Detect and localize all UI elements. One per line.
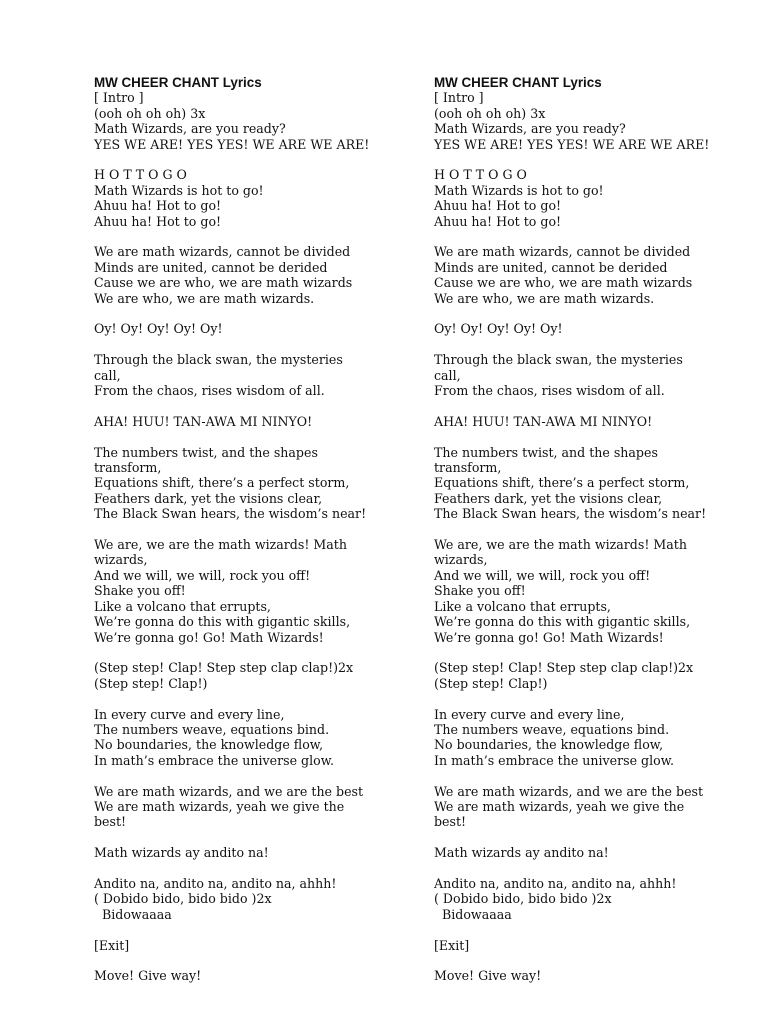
lyrics-line: YES WE ARE! YES YES! WE ARE WE ARE!	[94, 136, 370, 152]
lyrics-line: We’re gonna do this with gigantic skills,	[434, 614, 691, 630]
lyrics-line: The Black Swan hears, the wisdom’s near!	[434, 506, 707, 522]
lyrics-line: H O T T O G O	[434, 167, 527, 183]
lyrics-line: Ahuu ha! Hot to go!	[434, 198, 562, 214]
lyrics-line: Cause we are who, we are math wizards	[434, 275, 693, 291]
lyrics-line: transform,	[434, 460, 502, 476]
lyrics-line: Math wizards ay andito na!	[434, 845, 609, 861]
lyrics-line: Like a volcano that errupts,	[434, 598, 611, 614]
lyrics-stanza	[434, 244, 754, 306]
lyrics-line: [Exit]	[434, 937, 470, 953]
lyrics-line: Math Wizards, are you ready?	[94, 121, 286, 137]
lyrics-stanza	[434, 167, 754, 229]
lyrics-line: Math Wizards is hot to go!	[94, 182, 264, 198]
lyrics-line: From the chaos, rises wisdom of all.	[94, 383, 325, 399]
lyrics-line: Through the black swan, the mysteries	[434, 352, 683, 368]
lyrics-line: Ahuu ha! Hot to go!	[94, 213, 222, 229]
lyrics-line: We are math wizards, and we are the best	[94, 783, 364, 799]
lyrics-stanza	[94, 968, 414, 983]
lyrics-line: From the chaos, rises wisdom of all.	[434, 383, 665, 399]
lyrics-line: We are math wizards, cannot be divided	[94, 244, 351, 260]
lyrics-line: [ Intro ]	[434, 90, 484, 106]
lyrics-line: Andito na, andito na, andito na, ahhh!	[94, 875, 337, 891]
lyrics-line: (ooh oh oh oh) 3x	[94, 105, 206, 121]
lyrics-line: Oy! Oy! Oy! Oy! Oy!	[94, 321, 223, 337]
lyrics-line: In every curve and every line,	[94, 706, 285, 722]
lyrics-line: We are who, we are math wizards.	[94, 290, 315, 306]
lyrics-line: The numbers twist, and the shapes	[94, 444, 318, 460]
lyrics-stanza	[94, 707, 414, 769]
lyrics-line: Move! Give way!	[94, 968, 202, 984]
lyrics-line: We are, we are the math wizards! Math	[94, 537, 347, 553]
lyrics-line: And we will, we will, rock you off!	[94, 567, 311, 583]
lyrics-line: Math Wizards is hot to go!	[434, 182, 604, 198]
lyrics-line: AHA! HUU! TAN-AWA MI NINYO!	[434, 413, 653, 429]
lyrics-stanza	[94, 938, 414, 953]
lyrics-line: The numbers weave, equations bind.	[94, 721, 330, 737]
lyrics-stanza	[434, 414, 754, 429]
lyrics-line: Move! Give way!	[434, 968, 542, 984]
lyrics-line: No boundaries, the knowledge flow,	[94, 737, 324, 753]
lyrics-stanza	[434, 352, 754, 398]
lyrics-line: The numbers weave, equations bind.	[434, 721, 670, 737]
lyrics-line: No boundaries, the knowledge flow,	[434, 737, 664, 753]
lyrics-stanza	[94, 414, 414, 429]
lyrics-stanza	[434, 445, 754, 522]
lyrics-line: call,	[434, 367, 461, 383]
lyrics-line: We are math wizards, cannot be divided	[434, 244, 691, 260]
lyrics-line: AHA! HUU! TAN-AWA MI NINYO!	[94, 413, 313, 429]
lyrics-line: (ooh oh oh oh) 3x	[434, 105, 546, 121]
lyrics-line: The Black Swan hears, the wisdom’s near!	[94, 506, 367, 522]
lyrics-line: [Exit]	[94, 937, 130, 953]
lyrics-line: best!	[434, 814, 467, 830]
lyrics-stanza	[94, 352, 414, 398]
lyrics-title: MW CHEER CHANT Lyrics	[94, 75, 262, 90]
lyrics-stanza	[434, 784, 754, 830]
lyrics-stanza	[434, 876, 754, 922]
lyrics-stanza	[434, 968, 754, 983]
lyrics-line: Bidowaaaa	[94, 906, 172, 922]
lyrics-line: best!	[94, 814, 127, 830]
lyrics-stanza	[94, 876, 414, 922]
lyrics-stanza	[434, 707, 754, 769]
lyrics-line: In math’s embrace the universe glow.	[434, 752, 675, 768]
lyrics-column-right	[434, 75, 754, 984]
lyrics-stanza	[434, 938, 754, 953]
lyrics-line: transform,	[94, 460, 162, 476]
lyrics-line: We’re gonna do this with gigantic skills,	[94, 614, 351, 630]
lyrics-line: Math Wizards, are you ready?	[434, 121, 626, 137]
lyrics-line: Feathers dark, yet the visions clear,	[94, 490, 323, 506]
lyrics-stanza	[94, 321, 414, 336]
lyrics-line: Cause we are who, we are math wizards	[94, 275, 353, 291]
lyrics-line: (Step step! Clap! Step step clap clap!)2x	[94, 660, 354, 676]
lyrics-line: H O T T O G O	[94, 167, 187, 183]
lyrics-line: Oy! Oy! Oy! Oy! Oy!	[434, 321, 563, 337]
lyrics-line: Minds are united, cannot be derided	[94, 259, 328, 275]
lyrics-line: wizards,	[434, 552, 488, 568]
lyrics-line: Minds are united, cannot be derided	[434, 259, 668, 275]
lyrics-line: (Step step! Clap! Step step clap clap!)2x	[434, 660, 694, 676]
lyrics-line: Math wizards ay andito na!	[94, 845, 269, 861]
lyrics-line: We are, we are the math wizards! Math	[434, 537, 687, 553]
lyrics-title: MW CHEER CHANT Lyrics	[434, 75, 602, 90]
lyrics-line: ( Dobido bido, bido bido )2x	[434, 891, 612, 907]
lyrics-line: We’re gonna go! Go! Math Wizards!	[94, 629, 324, 645]
lyrics-stanza	[94, 244, 414, 306]
lyrics-stanza	[434, 90, 754, 152]
lyrics-line: The numbers twist, and the shapes	[434, 444, 658, 460]
lyrics-stanza	[94, 167, 414, 229]
lyrics-line: Shake you off!	[434, 583, 526, 599]
lyrics-stanza	[434, 537, 754, 645]
lyrics-stanza	[434, 845, 754, 860]
lyrics-line: [ Intro ]	[94, 90, 144, 106]
lyrics-line: Bidowaaaa	[434, 906, 512, 922]
lyrics-stanza	[434, 660, 754, 691]
lyrics-stanza	[94, 445, 414, 522]
lyrics-stanza	[434, 321, 754, 336]
lyrics-stanza	[94, 537, 414, 645]
lyrics-line: Through the black swan, the mysteries	[94, 352, 343, 368]
lyrics-line: And we will, we will, rock you off!	[434, 567, 651, 583]
lyrics-stanza	[94, 845, 414, 860]
lyrics-line: Equations shift, there’s a perfect storm,	[434, 475, 690, 491]
lyrics-line: We are math wizards, and we are the best	[434, 783, 704, 799]
lyrics-line: wizards,	[94, 552, 148, 568]
lyrics-line: ( Dobido bido, bido bido )2x	[94, 891, 272, 907]
lyrics-line: We are math wizards, yeah we give the	[434, 798, 685, 814]
lyrics-line: YES WE ARE! YES YES! WE ARE WE ARE!	[434, 136, 710, 152]
lyrics-line: (Step step! Clap!)	[94, 675, 208, 691]
lyrics-line: We are who, we are math wizards.	[434, 290, 655, 306]
lyrics-stanza	[94, 90, 414, 152]
lyrics-line: Like a volcano that errupts,	[94, 598, 271, 614]
lyrics-stanza	[94, 784, 414, 830]
lyrics-line: (Step step! Clap!)	[434, 675, 548, 691]
lyrics-line: In every curve and every line,	[434, 706, 625, 722]
lyrics-stanza	[94, 660, 414, 691]
lyrics-line: We’re gonna go! Go! Math Wizards!	[434, 629, 664, 645]
lyrics-line: Equations shift, there’s a perfect storm,	[94, 475, 350, 491]
lyrics-line: Ahuu ha! Hot to go!	[94, 198, 222, 214]
lyrics-line: Feathers dark, yet the visions clear,	[434, 490, 663, 506]
lyrics-line: Ahuu ha! Hot to go!	[434, 213, 562, 229]
lyrics-line: In math’s embrace the universe glow.	[94, 752, 335, 768]
lyrics-line: Andito na, andito na, andito na, ahhh!	[434, 875, 677, 891]
lyrics-line: call,	[94, 367, 121, 383]
lyrics-column-left	[94, 75, 414, 984]
lyrics-line: We are math wizards, yeah we give the	[94, 798, 345, 814]
lyrics-line: Shake you off!	[94, 583, 186, 599]
